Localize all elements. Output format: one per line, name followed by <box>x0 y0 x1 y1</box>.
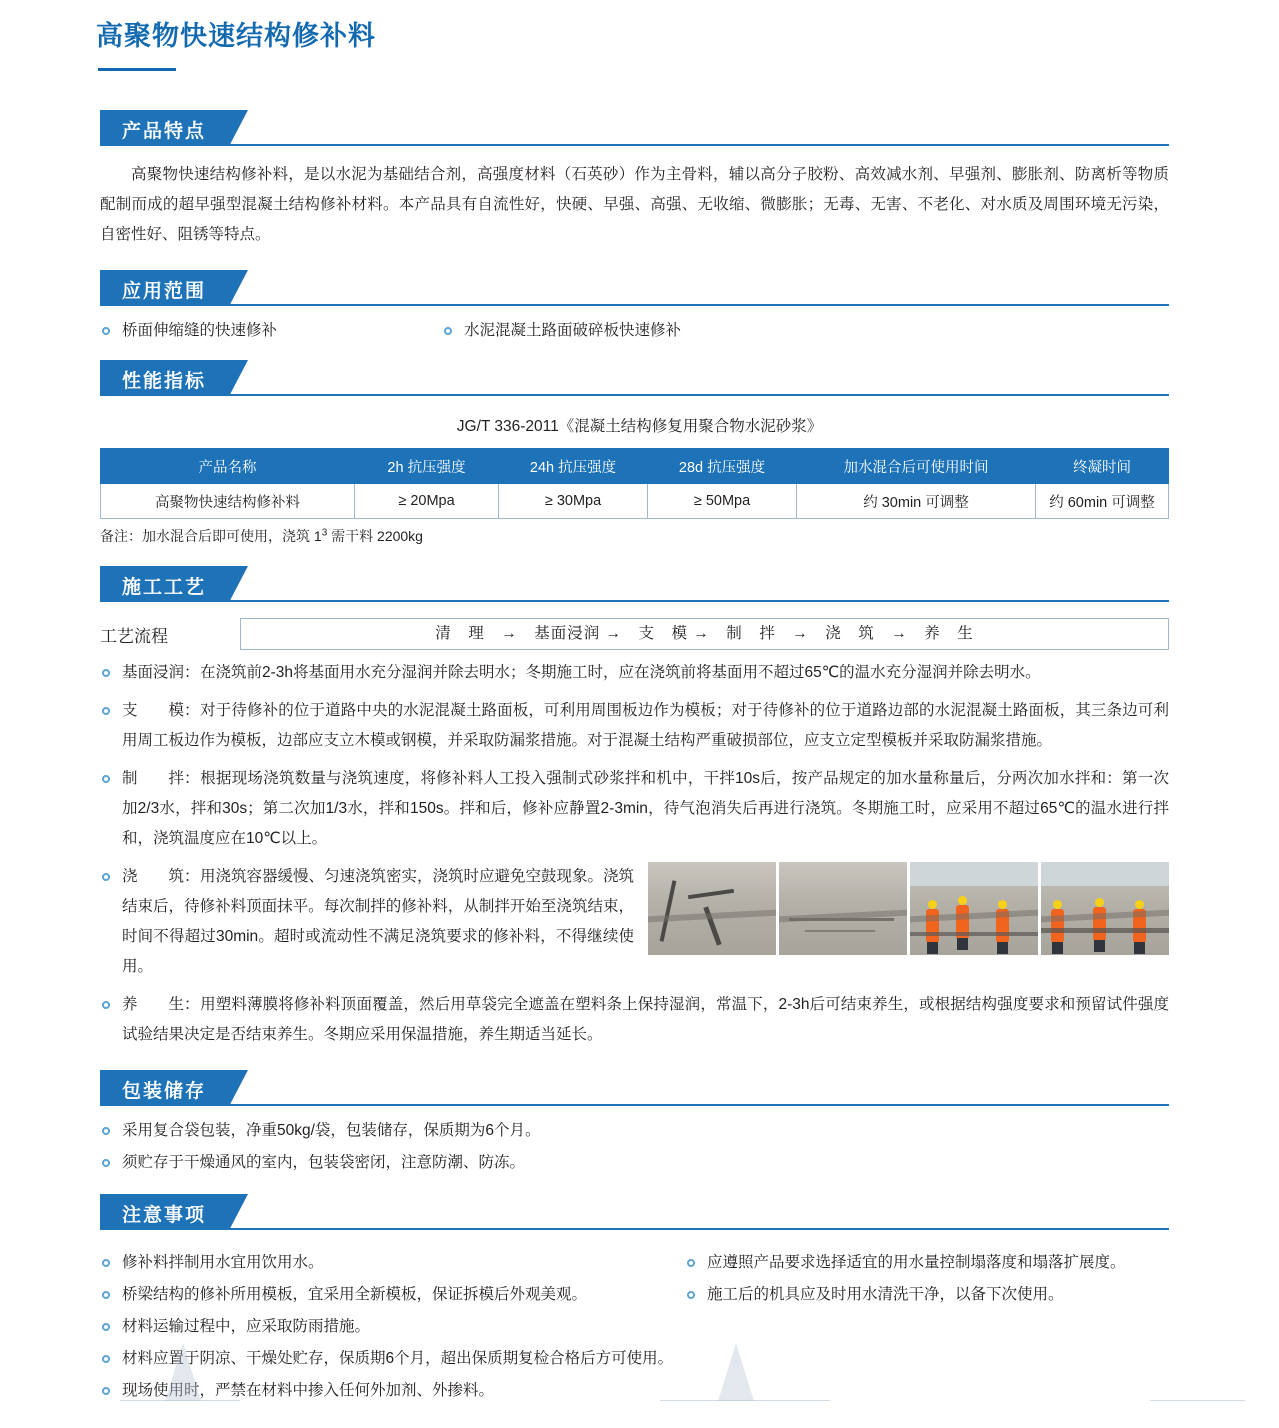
document-content <box>0 110 1279 1428</box>
section-header-packaging <box>100 1070 1169 1106</box>
step-name: 支 模： <box>122 702 200 719</box>
page-title: 高聚物快速结构修补料 <box>96 21 376 51</box>
construction-photo-workers-pouring <box>910 862 1038 955</box>
section-underline <box>100 600 1169 602</box>
note-superscript: 3 <box>321 527 328 539</box>
section-underline <box>100 1104 1169 1106</box>
th-28d-strength: 28d 抗压强度 <box>648 449 797 484</box>
note-prefix: 备注：加水混合后即可使用，浇筑 1 <box>100 528 322 544</box>
step-name: 浇 筑： <box>122 868 200 885</box>
construction-photo-strip <box>648 862 1169 955</box>
section-title-process: 施工工艺 <box>122 577 207 598</box>
section-header-cautions <box>100 1194 1169 1230</box>
section-performance <box>0 360 1279 546</box>
list-item: 材料应置于阴凉、干燥处贮存，保质期6个月，超出保质期复检合格后方可使用。 <box>100 1344 685 1374</box>
step-name: 基面浸润： <box>122 664 200 681</box>
td-24h-strength: ≥ 30Mpa <box>499 484 648 519</box>
section-cautions <box>0 1194 1279 1408</box>
process-step-4 <box>100 862 634 982</box>
construction-photo-repaired-surface <box>779 862 907 955</box>
section-header-features <box>100 110 1169 146</box>
section-underline <box>100 304 1169 306</box>
title-rule <box>98 68 176 71</box>
section-title-features: 产品特点 <box>122 121 207 142</box>
table-row <box>101 484 1169 519</box>
cautions-list-left <box>100 1248 685 1406</box>
section-features <box>0 110 1279 250</box>
section-title-application: 应用范围 <box>122 281 207 302</box>
section-application <box>0 270 1279 346</box>
process-steps <box>0 658 1279 1050</box>
td-product-name: 高聚物快速结构修补料 <box>101 484 355 519</box>
section-title-cautions: 注意事项 <box>122 1205 207 1226</box>
th-usable-time: 加水混合后可使用时间 <box>797 449 1036 484</box>
section-header-performance <box>100 360 1169 396</box>
list-item: 桥梁结构的修补所用模板，宜采用全新模板，保证拆模后外观美观。 <box>100 1280 685 1310</box>
application-item-2: 水泥混凝土路面破碎板快速修补 <box>442 316 681 346</box>
section-title-packaging: 包装储存 <box>122 1081 207 1102</box>
step-text: 用塑料薄膜将修补料顶面覆盖，然后用草袋完全遮盖在塑料条上保持湿润，常温下，2-3h后可结束养生，或根据结构强度要求和预留试件强度试验结果决定是否结束养生。冬期应采用保温措施，养生期适当延长。 <box>122 996 1169 1043</box>
application-items <box>100 316 1169 346</box>
section-header-application <box>100 270 1169 306</box>
th-product-name: 产品名称 <box>101 449 355 484</box>
construction-photo-cracked-road <box>648 862 776 955</box>
section-process <box>0 566 1279 1050</box>
list-item: 材料运输过程中，应采取防雨措施。 <box>100 1312 685 1342</box>
table-header-row <box>101 449 1169 484</box>
standard-reference: JG/T 336-2011《混凝土结构修复用聚合物水泥砂浆》 <box>456 418 823 435</box>
step-text: 根据现场浇筑数量与浇筑速度，将修补料人工投入强制式砂浆拌和机中，干拌10s后，按产品规定的加水量称量后，分两次加水拌和：第一次加2/3水，拌和30s；第二次加1/3水，拌和150s。拌和后，修补应静置2-3min，待气泡消失后再进行浇筑。冬期施工时，应采用不超过65℃的温水进行拌和，浇筑温度应在10℃以上。 <box>122 770 1169 847</box>
list-item: 须贮存于干燥通风的室内，包装袋密闭，注意防潮、防冻。 <box>100 1148 1169 1178</box>
th-24h-strength: 24h 抗压强度 <box>499 449 648 484</box>
list-item: 修补料拌制用水宜用饮用水。 <box>100 1248 685 1278</box>
step-name: 养 生： <box>122 996 200 1013</box>
td-final-set-time: 约 60min 可调整 <box>1036 484 1169 519</box>
step-text: 用浇筑容器缓慢、匀速浇筑密实，浇筑时应避免空鼓现象。浇筑结束后，待修补料顶面抹平。每次制拌的修补料，从制拌开始至浇筑结束，时间不得超过30min。超时或流动性不满足浇筑要求的修补料，不得继续使用。 <box>122 868 635 975</box>
section-title-performance: 性能指标 <box>122 371 207 392</box>
process-flow-row <box>100 618 1169 650</box>
th-final-set-time: 终凝时间 <box>1036 449 1169 484</box>
section-header-process <box>100 566 1169 602</box>
section-packaging <box>0 1070 1279 1178</box>
process-step-2 <box>100 696 1169 756</box>
note-suffix: 需干料 2200kg <box>327 528 423 544</box>
section-underline <box>100 394 1169 396</box>
table-note <box>100 526 1169 546</box>
td-28d-strength: ≥ 50Mpa <box>648 484 797 519</box>
td-2h-strength: ≥ 20Mpa <box>355 484 499 519</box>
process-step-3 <box>100 764 1169 854</box>
features-paragraph: 高聚物快速结构修补料，是以水泥为基础结合剂，高强度材料（石英砂）作为主骨料，辅以高分子胶粉、高效减水剂、早强剂、膨胀剂、防离析等物质配制而成的超早强型混凝土结构修补材料。本产品具有自流性好，快硬、早强、高强、无收缩、微膨胀；无毒、无害、不老化、对水质及周围环境无污染，自密性好、阻锈等特点。 <box>100 166 1169 243</box>
performance-table <box>100 448 1169 519</box>
construction-photo-workers-finishing <box>1041 862 1169 955</box>
list-item: 采用复合袋包装，净重50kg/袋，包装储存，保质期为6个月。 <box>100 1116 1169 1146</box>
cautions-columns <box>100 1238 1169 1408</box>
step-text: 对于待修补的位于道路中央的水泥混凝土路面板，可利用周围板边作为模板；对于待修补的位于道路边部的水泥混凝土路面板，其三条边可利用周工板边作为模板，边部应支立木模或钢模，并采取防漏浆措施。对于混凝土结构严重破损部位，应支立定型模板并采取防漏浆措施。 <box>122 702 1169 749</box>
process-step-5 <box>100 990 1169 1050</box>
cautions-list-right <box>685 1248 1169 1310</box>
application-item-1: 桥面伸缩缝的快速修补 <box>100 316 442 346</box>
section-underline <box>100 1228 1169 1230</box>
th-2h-strength: 2h 抗压强度 <box>355 449 499 484</box>
step-name: 制 拌： <box>122 770 200 787</box>
process-step-1 <box>100 658 1169 688</box>
step-text: 在浇筑前2-3h将基面用水充分湿润并除去明水；冬期施工时，应在浇筑前将基面用不超过65℃的温水充分湿润并除去明水。 <box>200 664 1041 681</box>
process-flow-label: 工艺流程 <box>100 626 168 646</box>
list-item: 现场使用时，严禁在材料中掺入任何外加剂、外掺料。 <box>100 1376 685 1406</box>
list-item: 施工后的机具应及时用水清洗干净，以备下次使用。 <box>685 1280 1169 1310</box>
process-flow-steps: 清 理 → 基面浸润 → 支 模 → 制 拌 → 浇 筑 → 养 生 <box>240 618 1169 650</box>
section-underline <box>100 144 1169 146</box>
list-item: 应遵照产品要求选择适宜的用水量控制塌落度和塌落扩展度。 <box>685 1248 1169 1278</box>
packaging-list <box>100 1116 1169 1178</box>
td-usable-time: 约 30min 可调整 <box>797 484 1036 519</box>
